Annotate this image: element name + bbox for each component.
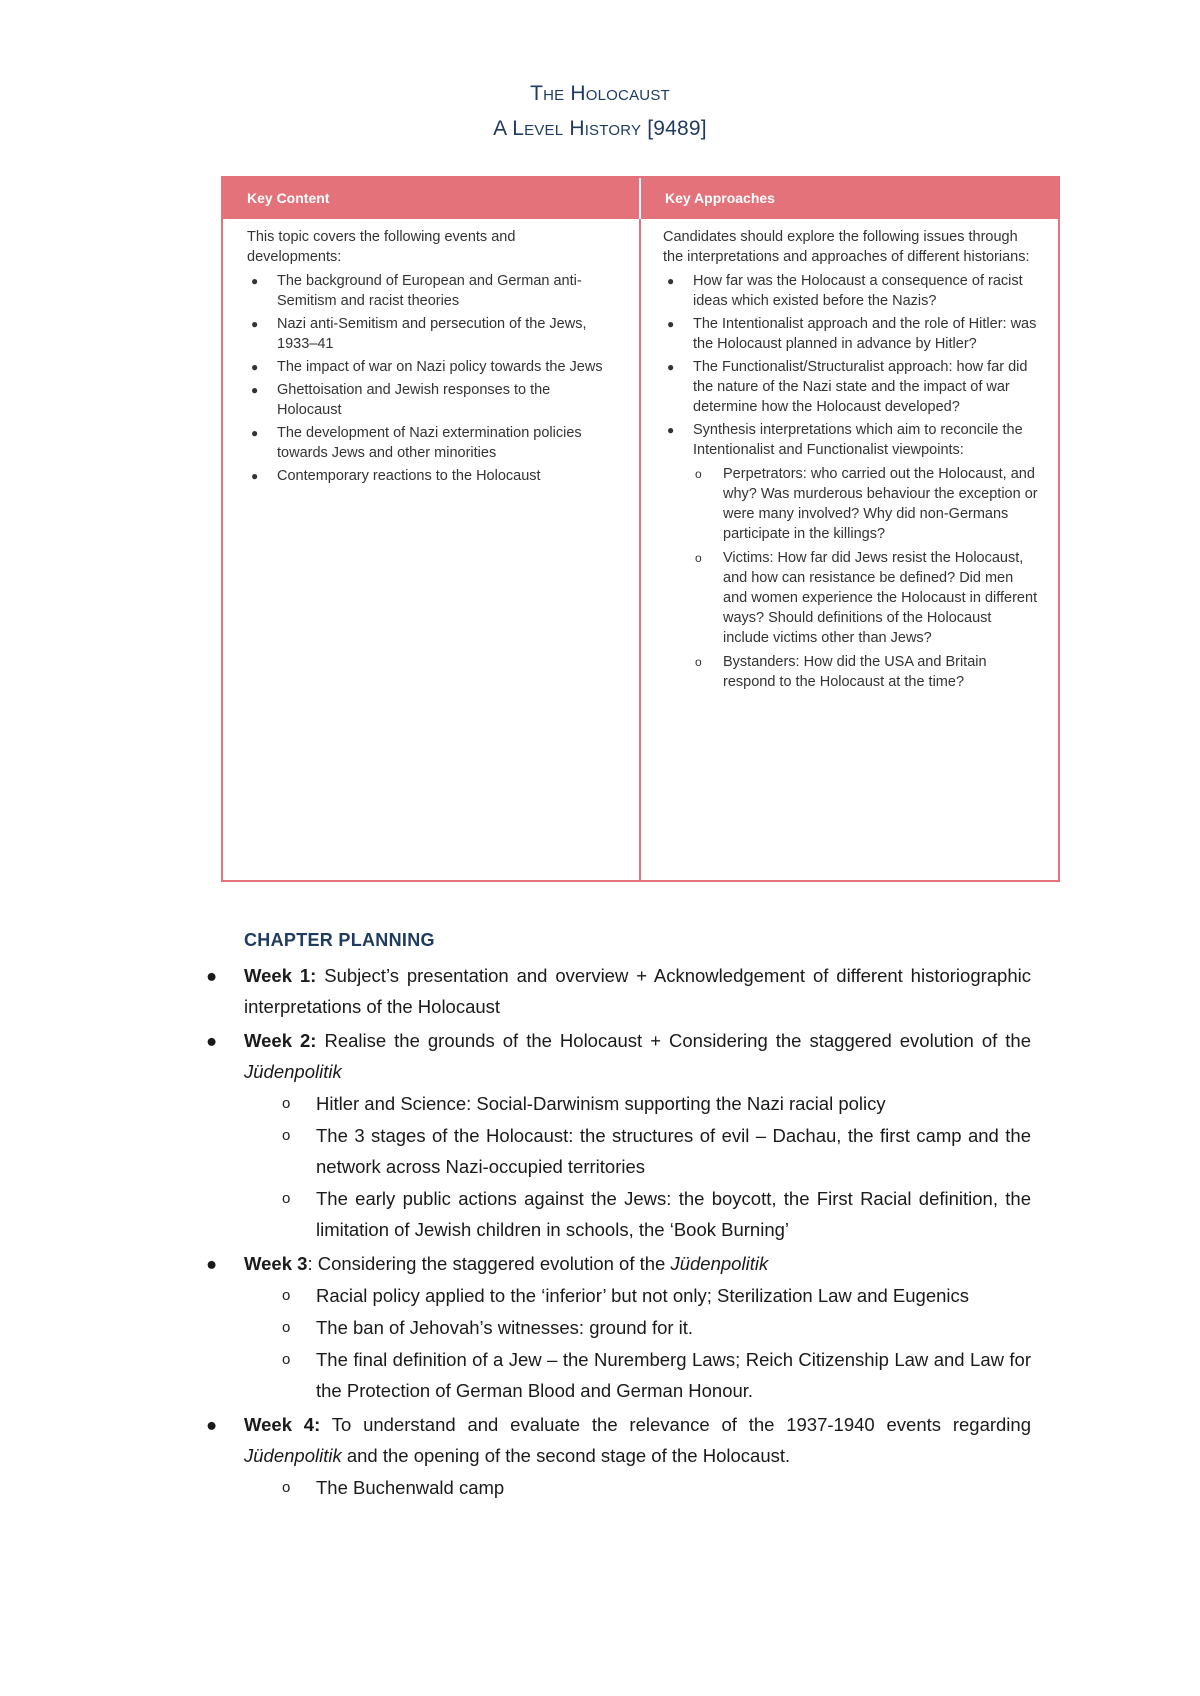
sub-list-item: o The final definition of a Jew – the Nuremberg Laws; Reich Citizenship Law and Law for the Protection of German Blood and German Honour. xyxy=(244,1344,1031,1406)
list-item: ● The impact of war on Nazi policy towards the Jews xyxy=(251,359,603,375)
circle-bullet-icon: o xyxy=(695,551,702,565)
circle-bullet-icon: o xyxy=(282,1479,291,1496)
week-4-label: Week 4: xyxy=(244,1414,321,1435)
key-approaches-list xyxy=(663,271,1038,692)
sub-list-item: o Bystanders: How did the USA and Britain respond to the Holocaust at the time? xyxy=(695,654,987,690)
synthesis-sublist xyxy=(693,464,1038,692)
bullet-icon: ● xyxy=(206,1030,218,1051)
key-content-intro: This topic covers the following events and developments: xyxy=(247,229,516,265)
circle-bullet-icon: o xyxy=(282,1095,291,1112)
week-1-item xyxy=(0,960,1031,1022)
key-content-header: Key Content xyxy=(223,178,641,219)
bullet-icon: ● xyxy=(206,965,218,986)
bullet-icon: ● xyxy=(206,1414,218,1435)
bullet-icon: ● xyxy=(251,274,259,288)
sub-list-item: o Perpetrators: who carried out the Holocaust, and why? Was murderous behaviour the exception or were many involved? Why did non-Germans participate in the killings? xyxy=(695,466,1038,542)
list-item: ● The Intentionalist approach and the role of Hitler: was the Holocaust planned in advance by Hitler? xyxy=(667,316,1037,352)
document-header xyxy=(0,76,1200,146)
sub-list-item: o Hitler and Science: Social-Darwinism supporting the Nazi racial policy xyxy=(244,1088,1031,1119)
bullet-icon: ● xyxy=(206,1253,218,1274)
week-4-sublist xyxy=(244,1472,1031,1503)
week-1-text: Subject’s presentation and overview + Acknowledgement of different historiographic interpretations of the Holocaust xyxy=(244,965,1031,1017)
week-2-item xyxy=(0,1025,1031,1245)
sub-list-item: o The Buchenwald camp xyxy=(244,1472,1031,1503)
circle-bullet-icon: o xyxy=(695,655,702,669)
key-content-cell xyxy=(223,219,641,880)
bullet-icon: ● xyxy=(667,423,675,437)
circle-bullet-icon: o xyxy=(282,1351,291,1368)
table-header-row xyxy=(223,178,1058,219)
week-2-sublist xyxy=(244,1088,1031,1245)
table-body-row xyxy=(223,219,1058,880)
list-item: ● The development of Nazi extermination policies towards Jews and other minorities xyxy=(251,425,582,461)
circle-bullet-icon: o xyxy=(282,1319,291,1336)
bullet-icon: ● xyxy=(251,360,259,374)
key-approaches-cell xyxy=(641,219,1058,880)
week-3-italic-term: Jüdenpolitik xyxy=(670,1253,769,1274)
week-2-label: Week 2: xyxy=(244,1030,317,1051)
week-3-item xyxy=(0,1248,1031,1406)
list-item: ● Contemporary reactions to the Holocaust xyxy=(251,468,541,484)
document-title: The Holocaust xyxy=(530,82,670,105)
week-3-label: Week 3 xyxy=(244,1253,308,1274)
key-content-list xyxy=(247,271,613,486)
week-2-text: Realise the grounds of the Holocaust + Considering the staggered evolution of the xyxy=(316,1030,1031,1051)
key-approaches-header: Key Approaches xyxy=(665,190,775,206)
bullet-icon: ● xyxy=(667,317,675,331)
bullet-icon: ● xyxy=(667,274,675,288)
week-4-text-end: and the opening of the second stage of the Holocaust. xyxy=(341,1445,791,1466)
weeks-list xyxy=(0,960,1200,1506)
document-subtitle: A Level History [9489] xyxy=(493,117,707,140)
sub-list-item: o Victims: How far did Jews resist the Holocaust, and how can resistance be defined? Did men and women experience the Holocaust in different ways? Should definitions of the Holocaust include victims other than Jews? xyxy=(695,550,1038,646)
circle-bullet-icon: o xyxy=(282,1127,291,1144)
circle-bullet-icon: o xyxy=(282,1190,291,1207)
content-table xyxy=(221,176,1060,882)
bullet-icon: ● xyxy=(667,360,675,374)
list-item: ● The background of European and German anti-Semitism and racist theories xyxy=(251,273,582,309)
week-4-text: To understand and evaluate the relevance of the 1937-1940 events regarding xyxy=(320,1414,1031,1435)
week-3-text: : Considering the staggered evolution of the xyxy=(307,1253,671,1274)
chapter-planning-heading: CHAPTER PLANNING xyxy=(244,930,435,950)
list-item: ● How far was the Holocaust a consequence of racist ideas which existed before the Nazis? xyxy=(667,273,1023,309)
sub-list-item: o The ban of Jehovah’s witnesses: ground for it. xyxy=(244,1312,1031,1343)
bullet-icon: ● xyxy=(251,317,259,331)
week-4-item xyxy=(0,1409,1031,1503)
sub-list-item: o The 3 stages of the Holocaust: the structures of evil – Dachau, the first camp and the network across Nazi-occupied territories xyxy=(244,1120,1031,1182)
week-4-italic-term: Jüdenpolitik xyxy=(244,1445,342,1466)
bullet-icon: ● xyxy=(251,383,259,397)
week-2-italic-term: Jüdenpolitik xyxy=(244,1061,342,1082)
list-item: ● Synthesis interpretations which aim to reconcile the Intentionalist and Functionalist viewpoints: o Perpetrators: who carried out the Holocaust, and why? Was murderous behaviour the exception or were many involved? Why did non-Germans participate in the killings? o Victims: How far did Jews resist the Holocaust, and how can resistance be defined? Did men and women experience the Holocaust in different ways? Should definitions of the Holocaust include victims other than Jews? o Bystanders: How did the USA and Britain respond to the Holocaust at the time? xyxy=(667,422,1038,690)
bullet-icon: ● xyxy=(251,426,259,440)
list-item: ● The Functionalist/Structuralist approach: how far did the nature of the Nazi state and the impact of war determine how the Holocaust developed? xyxy=(667,359,1028,415)
circle-bullet-icon: o xyxy=(282,1287,291,1304)
sub-list-item: o The early public actions against the Jews: the boycott, the First Racial definition, the limitation of Jewish children in schools, the ‘Book Burning’ xyxy=(244,1183,1031,1245)
sub-list-item: o Racial policy applied to the ‘inferior’ but not only; Sterilization Law and Eugenics xyxy=(244,1280,1031,1311)
key-approaches-intro: Candidates should explore the following issues through the interpretations and approaches of different historians: xyxy=(663,229,1030,265)
list-item: ● Ghettoisation and Jewish responses to the Holocaust xyxy=(251,382,551,418)
week-3-sublist xyxy=(244,1280,1031,1406)
bullet-icon: ● xyxy=(251,469,259,483)
week-1-label: Week 1: xyxy=(244,965,317,986)
list-item: ● Nazi anti-Semitism and persecution of the Jews, 1933–41 xyxy=(251,316,587,352)
circle-bullet-icon: o xyxy=(695,467,702,481)
